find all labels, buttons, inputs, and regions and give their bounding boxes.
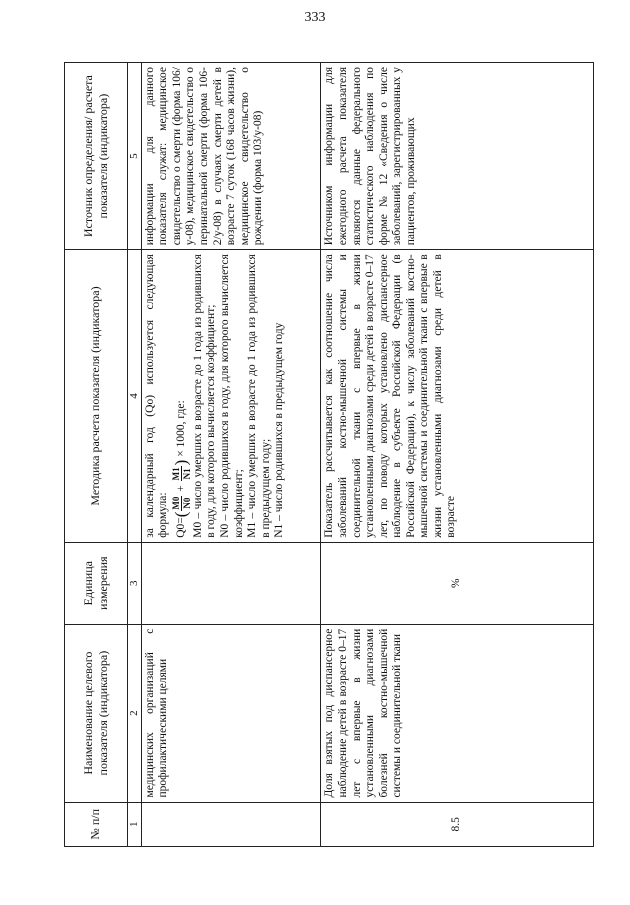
definition-m1: M1 – число умерших в возрасте до 1 года из родившихся в предыдущем году;: [246, 254, 272, 538]
fraction-denominator: N0: [181, 497, 192, 509]
header-number: № п/п: [65, 802, 128, 846]
formula-plus: +: [174, 485, 187, 492]
header-unit: Единица измерения: [65, 542, 128, 624]
column-number: 4: [127, 250, 141, 543]
fraction-numerator: M1: [170, 467, 181, 481]
definition-n1: N1 – число родившихся в предыдущем году: [273, 322, 286, 538]
row-number: 8.5: [321, 802, 594, 846]
indicator-table: [64, 62, 594, 847]
formula-suffix: × 1000, где:: [174, 400, 187, 457]
fraction-m0-n0: [171, 496, 192, 511]
fraction-denominator: N1: [181, 468, 192, 480]
formula-prefix: Q0=: [174, 517, 187, 538]
source-description: Источником информации для ежегодного расчета показателя являются данные федерального статистического наблюдения по форме № 12 «Сведения о числе заболеваний, зарегистрированных у пациентов, проживающих: [321, 63, 594, 250]
column-number: 3: [127, 542, 141, 624]
indicator-name: Доля взятых под диспансерное наблюдение детей в возрасте 0–17 лет с впервые в жизни установленными диагнозами болезней костно-мышечной системы и соединительной ткани: [321, 624, 594, 802]
indicator-table-rotated: [64, 62, 594, 847]
table-row: [321, 63, 594, 847]
header-indicator-name: Наименование целевого показателя (индикатора): [65, 624, 128, 802]
table-row: [141, 63, 321, 847]
column-number: 2: [127, 624, 141, 802]
column-number: 1: [127, 802, 141, 846]
indicator-name: медицинских организаций с профилактическими целями: [141, 624, 321, 802]
definition-m0: M0 – число умерших в возрасте до 1 года из родившихся в году, для которого вычисляется коэффициент;: [191, 254, 218, 538]
formula: [171, 254, 192, 538]
row-number: [141, 802, 321, 846]
header-row: [65, 63, 128, 847]
close-paren: ): [171, 459, 191, 466]
fraction-numerator: M0: [170, 496, 181, 510]
header-source: Источник определения/ расчета показателя (индикатора): [65, 63, 128, 250]
page-number: 333: [304, 10, 326, 25]
column-number-row: [127, 63, 141, 847]
method-description: Показатель рассчитывается как соотношение числа заболеваний костно-мышечной системы и соединительной ткани с впервые в жизни установленными диагнозами среди детей в возрасте 0–17 лет, по поводу которых установлено диспансерное наблюдение в субъекте Российской Федерации (в Российской Федерации), к числу заболеваний костно-мышечной системы и соединительной ткани с впервые в жизни установленными диагнозами среди детей в возрасте: [321, 250, 594, 543]
unit-value: %: [321, 542, 594, 624]
definition-n0: N0 – число родившихся в году, для которого вычисляется коэффициент;: [218, 254, 245, 538]
header-method: Методика расчета показателя (индикатора): [65, 250, 128, 543]
method-description: [141, 250, 321, 543]
source-description: информации для данного показателя служат: медицинское свидетельство о смерти (форма 106/у-08), медицинское свидетельство о перинатальной смерти (форма 106-2/у-08) в случаях смерти детей в возрасте 7 суток (168 часов жизни), медицинское свидетельство о рождении (форма 103/у-08): [141, 63, 321, 250]
open-paren: (: [171, 511, 191, 518]
column-number: 5: [127, 63, 141, 250]
unit-value: [141, 542, 321, 624]
method-intro: за календарный год (Qo) используется следующая формула:: [143, 254, 170, 538]
fraction-m1-n1: [171, 466, 192, 481]
